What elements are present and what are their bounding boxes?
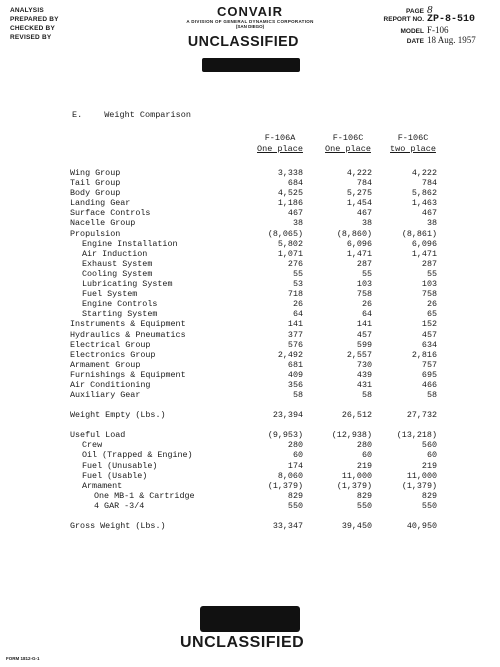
- table-spacer: [0, 420, 500, 430]
- row-value-col2: 829: [356, 490, 372, 501]
- table-row: [0, 239, 500, 249]
- row-value-col3: 1,471: [411, 248, 437, 259]
- section-title: Weight Comparison: [104, 110, 191, 120]
- table-row: [0, 218, 500, 228]
- row-value-col1: 26: [292, 299, 303, 310]
- table-row: [0, 430, 500, 440]
- row-label: Oil (Trapped & Engine): [82, 450, 193, 461]
- table-row: [0, 229, 500, 239]
- row-value-col3: 2,816: [411, 349, 437, 360]
- row-value-col2: 1,454: [346, 198, 372, 209]
- row-value-col2: 64: [361, 309, 372, 320]
- table-row: [0, 390, 500, 400]
- row-value-col3: 634: [421, 339, 437, 350]
- table-row: [0, 279, 500, 289]
- weight-table: [0, 168, 500, 531]
- row-value-col3: 26: [426, 299, 437, 310]
- row-label: Propulsion: [70, 228, 121, 239]
- table-row: [0, 259, 500, 269]
- row-label: Gross Weight (Lbs.): [70, 521, 166, 531]
- row-value-col3: 466: [421, 379, 437, 390]
- column-header-f106a-one-place: [252, 133, 308, 155]
- row-value-col2: 599: [356, 339, 372, 350]
- row-value-col2: 467: [356, 208, 372, 219]
- table-row: [0, 410, 500, 420]
- row-value-col2: 39,450: [341, 521, 372, 531]
- row-value-col2: (8,860): [336, 228, 372, 239]
- table-row: [0, 299, 500, 309]
- row-label: Landing Gear: [70, 198, 131, 209]
- row-value-col1: 3,338: [277, 168, 303, 178]
- row-value-col3: 6,096: [411, 238, 437, 249]
- row-value-col3: 55: [426, 268, 437, 279]
- row-label: Wing Group: [70, 168, 121, 178]
- checked-by-label: CHECKED BY: [10, 25, 55, 32]
- row-label: Armament: [82, 480, 123, 491]
- row-value-col3: 219: [421, 460, 437, 471]
- row-value-col2: 2,557: [346, 349, 372, 360]
- analysis-label: ANALYSIS: [10, 7, 44, 14]
- table-row: [0, 198, 500, 208]
- row-value-col3: 103: [421, 279, 437, 290]
- row-label: Starting System: [82, 309, 158, 320]
- row-value-col3: 457: [421, 329, 437, 340]
- row-value-col3: 784: [421, 178, 437, 189]
- row-value-col3: 27,732: [406, 410, 437, 421]
- table-spacer: [0, 400, 500, 410]
- row-value-col1: 55: [292, 268, 303, 279]
- row-value-col2: (12,938): [331, 430, 372, 441]
- form-number: FORM 1812-G-1: [6, 656, 40, 661]
- row-value-col1: 356: [287, 379, 303, 390]
- row-label: Useful Load: [70, 430, 126, 441]
- column-header-line2: One place: [257, 144, 303, 154]
- row-value-col3: 758: [421, 289, 437, 300]
- row-value-col3: 757: [421, 359, 437, 370]
- row-value-col2: 26,512: [341, 410, 372, 421]
- row-value-col2: 4,222: [346, 168, 372, 178]
- row-label: Tail Group: [70, 178, 121, 189]
- row-value-col2: 550: [356, 500, 372, 511]
- row-value-col1: 8,060: [277, 470, 303, 481]
- table-row: [0, 340, 500, 350]
- row-value-col3: 65: [426, 309, 437, 320]
- table-row: [0, 360, 500, 370]
- table-row: [0, 330, 500, 340]
- row-label: Fuel (Usable): [82, 470, 148, 481]
- table-row: [0, 188, 500, 198]
- row-value-col3: 287: [421, 258, 437, 269]
- row-value-col2: 60: [361, 450, 372, 461]
- table-row: [0, 450, 500, 460]
- row-value-col3: 5,862: [411, 188, 437, 199]
- column-header-f106c-two-place: [384, 133, 442, 155]
- row-value-col2: 219: [356, 460, 372, 471]
- table-row: [0, 440, 500, 450]
- page-label: PAGE: [406, 8, 424, 15]
- row-label: Fuel System: [82, 289, 138, 300]
- table-row: [0, 168, 500, 178]
- column-header-line1: F-106C: [332, 133, 364, 143]
- row-value-col2: 103: [356, 279, 372, 290]
- row-value-col1: 409: [287, 369, 303, 380]
- row-label: Weight Empty (Lbs.): [70, 410, 166, 421]
- row-value-col1: 1,071: [277, 248, 303, 259]
- row-value-col3: 40,950: [406, 521, 437, 531]
- row-value-col3: 1,463: [411, 198, 437, 209]
- row-label: Furnishings & Equipment: [70, 369, 186, 380]
- table-row: [0, 269, 500, 279]
- row-value-col3: 38: [426, 218, 437, 229]
- row-label: 4 GAR -3/4: [94, 500, 145, 511]
- table-row: [0, 309, 500, 319]
- row-value-col1: 2,492: [277, 349, 303, 360]
- row-value-col2: 784: [356, 178, 372, 189]
- row-value-col3: (8,861): [401, 228, 437, 239]
- redaction-bar-bottom: [200, 606, 300, 632]
- table-row: [0, 461, 500, 471]
- section-letter: E.: [72, 110, 83, 120]
- row-value-col1: 467: [287, 208, 303, 219]
- column-header-line2: two place: [390, 144, 436, 154]
- table-row: [0, 208, 500, 218]
- row-value-col1: 377: [287, 329, 303, 340]
- table-row: [0, 491, 500, 501]
- row-label: Exhaust System: [82, 258, 153, 269]
- row-label: Instruments & Equipment: [70, 319, 186, 330]
- row-value-col2: 38: [361, 218, 372, 229]
- table-spacer: [0, 511, 500, 521]
- row-value-col2: 55: [361, 268, 372, 279]
- row-label: Auxiliary Gear: [70, 390, 141, 401]
- row-value-col2: 26: [361, 299, 372, 310]
- row-value-col1: 718: [287, 289, 303, 300]
- header-left-labels: [10, 6, 59, 42]
- row-value-col1: 4,525: [277, 188, 303, 199]
- row-label: Engine Controls: [82, 299, 158, 310]
- row-value-col2: 439: [356, 369, 372, 380]
- row-value-col3: 829: [421, 490, 437, 501]
- row-value-col1: 681: [287, 359, 303, 370]
- row-label: Hydraulics & Pneumatics: [70, 329, 186, 340]
- table-row: [0, 289, 500, 299]
- row-label: Body Group: [70, 188, 121, 199]
- row-label: Crew: [82, 440, 103, 451]
- table-row: [0, 501, 500, 511]
- table-row: [0, 370, 500, 380]
- row-value-col1: (1,379): [267, 480, 303, 491]
- company-name: CONVAIR: [217, 4, 283, 19]
- row-value-col2: 6,096: [346, 238, 372, 249]
- location-line: (SAN DIEGO): [235, 24, 265, 29]
- row-label: Lubricating System: [82, 279, 173, 290]
- row-value-col3: 60: [426, 450, 437, 461]
- row-value-col3: 4,222: [411, 168, 437, 178]
- company-header: [150, 4, 350, 29]
- table-row: [0, 350, 500, 360]
- row-value-col1: 829: [287, 490, 303, 501]
- table-row: [0, 380, 500, 390]
- page-value: 8: [427, 4, 433, 16]
- row-value-col2: 287: [356, 258, 372, 269]
- row-value-col1: 280: [287, 440, 303, 451]
- row-value-col1: 276: [287, 258, 303, 269]
- row-value-col3: 467: [421, 208, 437, 219]
- row-value-col1: 23,394: [272, 410, 303, 421]
- row-value-col2: 58: [361, 390, 372, 401]
- row-value-col1: 550: [287, 500, 303, 511]
- row-value-col1: 38: [292, 218, 303, 229]
- model-label: MODEL: [400, 28, 424, 35]
- date-label: DATE: [406, 38, 424, 45]
- table-row: [0, 521, 500, 531]
- row-value-col1: 60: [292, 450, 303, 461]
- row-value-col2: 5,275: [346, 188, 372, 199]
- prepared-by-label: PREPARED BY: [10, 16, 59, 23]
- redaction-bar-top: [202, 58, 300, 72]
- row-value-col1: 53: [292, 279, 303, 290]
- column-header-line1: F-106C: [397, 133, 429, 143]
- row-value-col1: 1,186: [277, 198, 303, 209]
- row-label: Armament Group: [70, 359, 141, 370]
- row-value-col3: 58: [426, 390, 437, 401]
- row-label: Fuel (Unusable): [82, 460, 158, 471]
- row-label: Nacelle Group: [70, 218, 136, 229]
- report-label: REPORT NO.: [383, 16, 424, 23]
- classification-stamp-top: UNCLASSIFIED: [187, 33, 299, 50]
- row-label: Air Conditioning: [70, 379, 151, 390]
- row-value-col2: 1,471: [346, 248, 372, 259]
- row-value-col3: 152: [421, 319, 437, 330]
- column-header-f106c-one-place: [319, 133, 377, 155]
- row-value-col2: 11,000: [341, 470, 372, 481]
- row-value-col1: 576: [287, 339, 303, 350]
- section-heading: [72, 110, 191, 120]
- column-header-line2: One place: [325, 144, 371, 154]
- row-value-col1: 141: [287, 319, 303, 330]
- row-value-col3: 560: [421, 440, 437, 451]
- row-value-col1: (8,065): [267, 228, 303, 239]
- row-label: Electronics Group: [70, 349, 156, 360]
- row-value-col1: 64: [292, 309, 303, 320]
- row-label: Surface Controls: [70, 208, 151, 219]
- classification-stamp-bottom: UNCLASSIFIED: [180, 634, 305, 651]
- column-header-line1: F-106A: [264, 133, 296, 143]
- row-value-col3: 550: [421, 500, 437, 511]
- row-value-col1: 684: [287, 178, 303, 189]
- row-value-col2: 758: [356, 289, 372, 300]
- table-row: [0, 471, 500, 481]
- report-value: ZP-8-510: [427, 14, 476, 25]
- row-label: Electrical Group: [70, 339, 151, 350]
- table-row: [0, 249, 500, 259]
- row-value-col2: 730: [356, 359, 372, 370]
- row-value-col1: (9,953): [267, 430, 303, 441]
- row-value-col1: 5,802: [277, 238, 303, 249]
- date-value: 18 Aug. 1957: [427, 35, 476, 45]
- row-label: Air Induction: [82, 248, 148, 259]
- row-value-col1: 58: [292, 390, 303, 401]
- table-row: [0, 319, 500, 329]
- row-label: One MB-1 & Cartridge: [94, 490, 195, 501]
- row-value-col3: 695: [421, 369, 437, 380]
- row-value-col2: 431: [356, 379, 372, 390]
- row-value-col1: 174: [287, 460, 303, 471]
- row-value-col2: 280: [356, 440, 372, 451]
- row-value-col3: (13,218): [396, 430, 437, 441]
- revised-by-label: REVISED BY: [10, 34, 52, 41]
- row-value-col3: 11,000: [406, 470, 437, 481]
- division-line: A DIVISION OF GENERAL DYNAMICS CORPORATION: [186, 19, 314, 24]
- row-label: Engine Installation: [82, 238, 178, 249]
- row-value-col2: (1,379): [336, 480, 372, 491]
- row-label: Cooling System: [82, 268, 153, 279]
- header-right-fields: [360, 5, 495, 45]
- table-row: [0, 178, 500, 188]
- row-value-col2: 457: [356, 329, 372, 340]
- model-value: F-106: [427, 25, 449, 35]
- table-row: [0, 481, 500, 491]
- row-value-col1: 33,347: [272, 521, 303, 531]
- row-value-col3: (1,379): [401, 480, 437, 491]
- row-value-col2: 141: [356, 319, 372, 330]
